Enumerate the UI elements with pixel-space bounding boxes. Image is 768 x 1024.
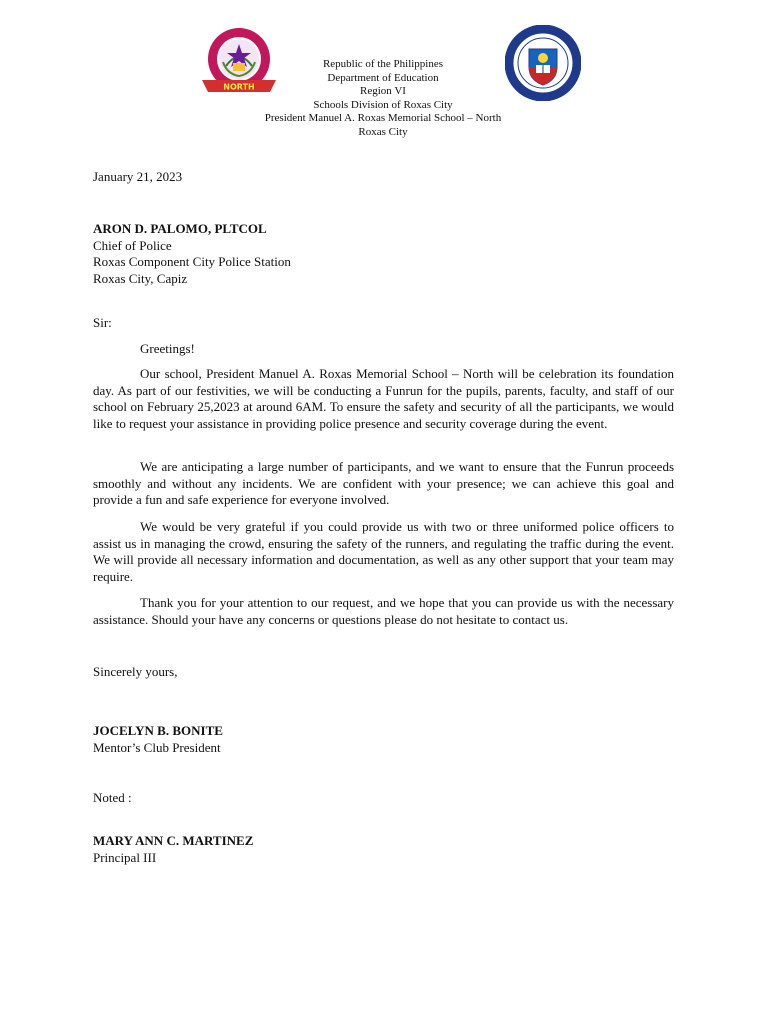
noted-by-name: MARY ANN C. MARTINEZ (93, 833, 254, 848)
header-line-division: Schools Division of Roxas City (313, 98, 453, 111)
body-paragraph-4: Thank you for your attention to our request, and we hope that you can provide us with the necessary assistance. Should your have any concerns or questions please do not hesitate to contact us. (93, 595, 674, 627)
recipient-title: Chief of Police (93, 237, 172, 253)
signatory-name: JOCELYN B. BONITE (93, 723, 223, 738)
noted-label: Noted : (93, 790, 132, 805)
header-line-department: Department of Education (327, 71, 439, 84)
noted-by-block (93, 833, 674, 866)
signatory-title: Mentor’s Club President (93, 739, 221, 755)
body-paragraph-2: We are anticipating a large number of participants, and we want to ensure that the Funrun proceeds smoothly and without any incidents. We are confident with your presence; we can achieve this goal and provide a fun and safe experience for everyone involved. (93, 459, 674, 507)
recipient-block (93, 221, 674, 287)
recipient-office: Roxas Component City Police Station (93, 254, 291, 269)
body-paragraph-1: Our school, President Manuel A. Roxas Memorial School – North will be celebration its foundation day. As part of our festivities, we will be conducting a Funrun for the pupils, parents, faculty, and staff of our school on February 25,2023 at around 6AM. To ensure the safety and security of all the participants, we would like to request your assistance in providing police presence and security coverage during the event. (93, 366, 674, 431)
recipient-address: Roxas City, Capiz (93, 270, 188, 286)
header-line-city: Roxas City (358, 125, 408, 138)
letter-date: January 21, 2023 (93, 169, 183, 184)
letterhead (230, 58, 536, 139)
header-line-republic: Republic of the Philippines (322, 58, 444, 70)
recipient-name: ARON D. PALOMO, PLTCOL (93, 221, 267, 236)
closing: Sincerely yours, (93, 664, 178, 679)
header-line-region: Region VI (360, 85, 406, 97)
body-paragraph-3: We would be very grateful if you could provide us with two or three uniformed police officers to assist us in managing the crowd, ensuring the safety of the runners, and regulating the traffic during the event. We will provide all necessary information and documentation, as well as any other support that your team may require. (93, 519, 674, 584)
noted-by-title: Principal III (93, 849, 157, 865)
signature-block (93, 723, 674, 756)
greeting: Greetings! (140, 341, 195, 356)
salutation: Sir: (93, 315, 112, 330)
logo-banner-text: NORTH (223, 82, 255, 92)
header-line-school: President Manuel A. Roxas Memorial School – North (264, 112, 502, 124)
